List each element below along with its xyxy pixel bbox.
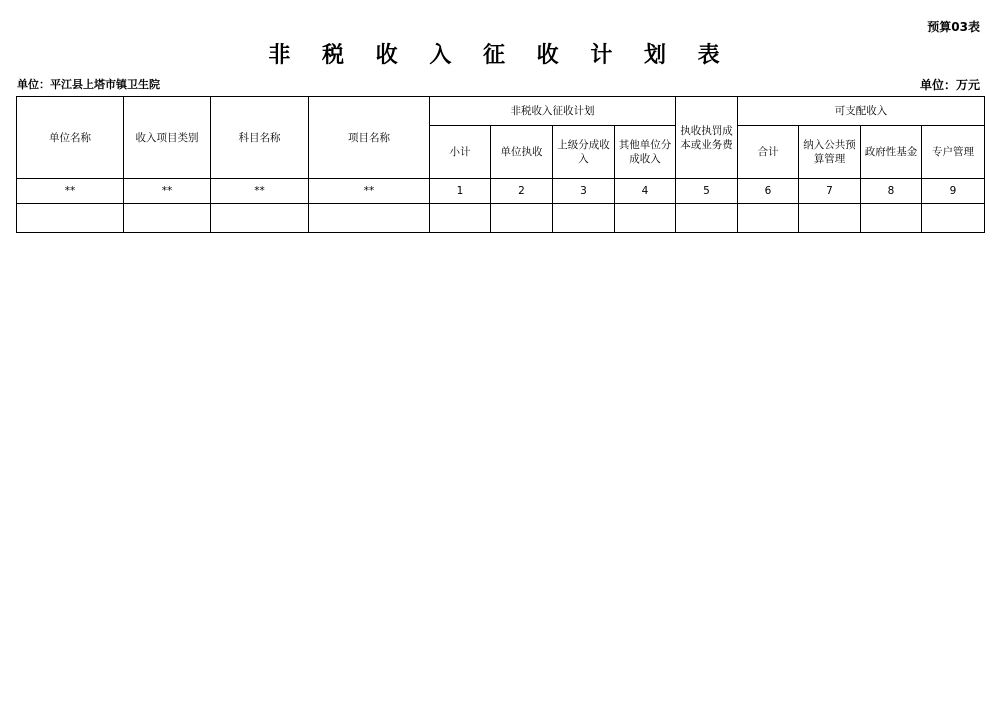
data-cell[interactable] — [738, 204, 799, 233]
header-unit-name: 单位名称 — [17, 97, 124, 179]
header-disposable-group: 可支配收入 — [738, 97, 985, 126]
data-cell[interactable] — [491, 204, 553, 233]
page-title: 非 税 收 入 征 收 计 划 表 — [268, 43, 732, 68]
data-cell[interactable] — [799, 204, 861, 233]
header-plan-group: 非税收入征收计划 — [430, 97, 676, 126]
code-cell: ** — [124, 179, 211, 204]
code-cell: 7 — [799, 179, 861, 204]
header-plan-upper-share: 上级分成收入 — [553, 126, 615, 179]
form-code: 预算03表 — [927, 20, 980, 34]
code-cell: 8 — [861, 179, 922, 204]
code-cell: ** — [309, 179, 430, 204]
header-disp-budget: 纳入公共预算管理 — [799, 126, 861, 179]
header-disp-special: 专户管理 — [922, 126, 985, 179]
data-cell[interactable] — [922, 204, 985, 233]
code-cell: 4 — [615, 179, 676, 204]
header-project-name: 项目名称 — [309, 97, 430, 179]
data-cell[interactable] — [309, 204, 430, 233]
header-penalty-cost: 执收执罚成本或业务费 — [676, 97, 738, 179]
header-disp-fund: 政府性基金 — [861, 126, 922, 179]
data-cell[interactable] — [676, 204, 738, 233]
code-cell: 1 — [430, 179, 491, 204]
code-cell: 5 — [676, 179, 738, 204]
data-cell[interactable] — [124, 204, 211, 233]
code-cell: 2 — [491, 179, 553, 204]
header-subject-name: 科目名称 — [211, 97, 309, 179]
code-cell: 6 — [738, 179, 799, 204]
revenue-plan-table — [16, 96, 985, 233]
data-cell[interactable] — [211, 204, 309, 233]
code-cell: ** — [17, 179, 124, 204]
data-cell[interactable] — [861, 204, 922, 233]
unit-organization: 单位：平江县上塔市镇卫生院 — [17, 78, 160, 91]
data-cell[interactable] — [17, 204, 124, 233]
header-disp-total: 合计 — [738, 126, 799, 179]
data-cell[interactable] — [553, 204, 615, 233]
header-plan-unit-exec: 单位执收 — [491, 126, 553, 179]
data-cell[interactable] — [615, 204, 676, 233]
data-cell[interactable] — [430, 204, 491, 233]
header-plan-other-share: 其他单位分成收入 — [615, 126, 676, 179]
header-plan-subtotal: 小计 — [430, 126, 491, 179]
code-row — [17, 179, 985, 204]
table-row — [17, 204, 985, 233]
code-cell: ** — [211, 179, 309, 204]
code-cell: 9 — [922, 179, 985, 204]
unit-currency: 单位：万元 — [919, 78, 980, 92]
header-income-category: 收入项目类别 — [124, 97, 211, 179]
code-cell: 3 — [553, 179, 615, 204]
